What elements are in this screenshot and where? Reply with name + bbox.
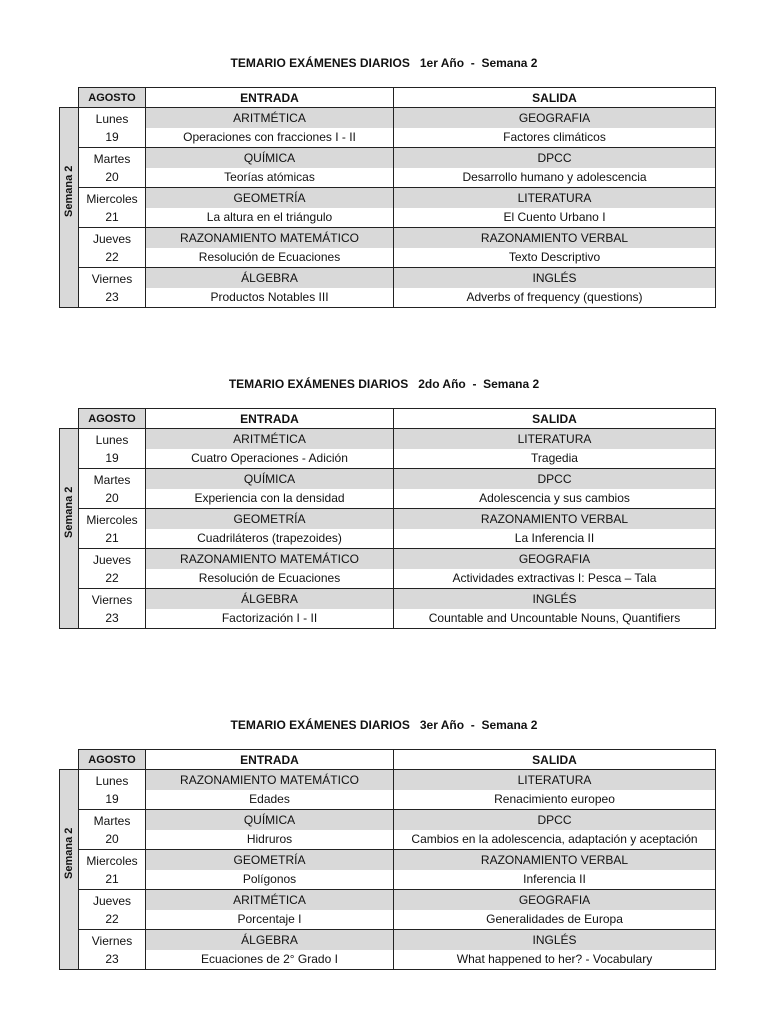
day-date: 21 [105,871,119,886]
entrada-subject: ÁLGEBRA [146,589,394,609]
entrada-topic: Cuadriláteros (trapezoides) [146,529,394,549]
week-label: Semana 2 [63,486,75,538]
topic-row [60,910,716,930]
entrada-topic: Productos Notables III [146,288,394,308]
day-name: Jueves [92,552,132,567]
section-title [0,718,768,732]
title-week: Semana 2 [483,377,540,391]
subject-row [60,469,716,489]
topic-row [60,489,716,509]
day-cell [79,108,146,148]
title-year: 1er Año [419,56,465,70]
salida-subject: DPCC [394,810,716,830]
entrada-subject: ÁLGEBRA [146,268,394,288]
entrada-subject: QUÍMICA [146,810,394,830]
section-title [0,56,768,70]
salida-subject: GEOGRAFIA [394,108,716,128]
day-cell [79,890,146,930]
subject-row [60,268,716,288]
day-name: Martes [93,813,131,828]
title-week: Semana 2 [481,56,538,70]
salida-subject: GEOGRAFIA [394,549,716,569]
topic-row [60,529,716,549]
subject-row [60,108,716,128]
salida-topic: Adolescencia y sus cambios [394,489,716,509]
day-date: 22 [105,570,119,585]
day-cell [79,509,146,549]
day-date: 23 [105,610,119,625]
week-label-cell [60,429,79,629]
subject-row [60,770,716,790]
entrada-topic: Teorías atómicas [146,168,394,188]
salida-subject: GEOGRAFIA [394,890,716,910]
day-name: Jueves [92,893,132,908]
salida-topic: El Cuento Urbano I [394,208,716,228]
header-row [60,409,716,429]
topic-row [60,609,716,629]
title-separator: - [472,377,477,391]
day-cell [79,429,146,469]
salida-header: SALIDA [394,409,716,429]
day-cell [79,469,146,509]
topic-row [60,449,716,469]
entrada-subject: ARITMÉTICA [146,429,394,449]
subject-row [60,810,716,830]
week-label-cell [60,108,79,308]
title-main: TEMARIO EXÁMENES DIARIOS [228,377,409,391]
week-label: Semana 2 [63,165,75,217]
entrada-subject: RAZONAMIENTO MATEMÁTICO [146,770,394,790]
day-name: Martes [93,472,131,487]
day-date: 22 [105,911,119,926]
week-label-cell [60,770,79,970]
day-name: Lunes [95,432,129,447]
subject-row [60,850,716,870]
topic-row [60,128,716,148]
day-date: 20 [105,831,119,846]
salida-subject: LITERATURA [394,770,716,790]
title-week: Semana 2 [481,718,538,732]
salida-topic: Adverbs of frequency (questions) [394,288,716,308]
corner-blank [60,88,79,108]
day-cell [79,930,146,970]
week-label: Semana 2 [63,827,75,879]
salida-header: SALIDA [394,88,716,108]
entrada-topic: La altura en el triángulo [146,208,394,228]
subject-row [60,429,716,449]
salida-header: SALIDA [394,750,716,770]
entrada-topic: Polígonos [146,870,394,890]
corner-blank [60,409,79,429]
subject-row [60,589,716,609]
salida-topic: Cambios en la adolescencia, adaptación y aceptación [394,830,716,850]
day-date: 19 [105,791,119,806]
section-title [0,377,768,391]
subject-row [60,148,716,168]
salida-subject: INGLÉS [394,268,716,288]
entrada-subject: GEOMETRÍA [146,509,394,529]
salida-topic: Factores climáticos [394,128,716,148]
topic-row [60,569,716,589]
salida-subject: DPCC [394,469,716,489]
title-separator: - [470,56,475,70]
day-cell [79,148,146,188]
entrada-header: ENTRADA [146,88,394,108]
entrada-subject: GEOMETRÍA [146,850,394,870]
topic-row [60,168,716,188]
day-name: Lunes [95,773,129,788]
subject-row [60,549,716,569]
salida-subject: INGLÉS [394,930,716,950]
topic-row [60,790,716,810]
salida-topic: Generalidades de Europa [394,910,716,930]
day-date: 21 [105,530,119,545]
day-cell [79,770,146,810]
day-cell [79,810,146,850]
day-cell [79,228,146,268]
day-cell [79,589,146,629]
entrada-subject: QUÍMICA [146,469,394,489]
entrada-topic: Resolución de Ecuaciones [146,569,394,589]
entrada-topic: Ecuaciones de 2° Grado I [146,950,394,970]
schedule-table [59,408,716,629]
day-name: Viernes [91,933,133,948]
month-header: AGOSTO [79,88,146,108]
salida-subject: LITERATURA [394,429,716,449]
day-date: 21 [105,209,119,224]
salida-topic: Renacimiento europeo [394,790,716,810]
month-header: AGOSTO [79,409,146,429]
day-name: Miercoles [86,853,138,868]
title-main: TEMARIO EXÁMENES DIARIOS [230,56,410,70]
salida-topic: Inferencia II [394,870,716,890]
schedule-table [59,749,716,970]
header-row [60,88,716,108]
entrada-subject: ARITMÉTICA [146,890,394,910]
salida-subject: RAZONAMIENTO VERBAL [394,228,716,248]
entrada-topic: Cuatro Operaciones - Adición [146,449,394,469]
salida-subject: INGLÉS [394,589,716,609]
day-name: Miercoles [86,191,138,206]
salida-topic: Actividades extractivas I: Pesca – Tala [394,569,716,589]
salida-subject: RAZONAMIENTO VERBAL [394,509,716,529]
topic-row [60,950,716,970]
salida-topic: Texto Descriptivo [394,248,716,268]
day-cell [79,268,146,308]
topic-row [60,208,716,228]
day-date: 22 [105,249,119,264]
subject-row [60,188,716,208]
entrada-topic: Edades [146,790,394,810]
entrada-topic: Hidruros [146,830,394,850]
salida-subject: RAZONAMIENTO VERBAL [394,850,716,870]
day-name: Jueves [92,231,132,246]
entrada-topic: Factorización I - II [146,609,394,629]
entrada-header: ENTRADA [146,409,394,429]
title-separator: - [470,718,475,732]
subject-row [60,930,716,950]
entrada-subject: ÁLGEBRA [146,930,394,950]
salida-topic: La Inferencia II [394,529,716,549]
day-date: 23 [105,951,119,966]
salida-topic: What happened to her? - Vocabulary [394,950,716,970]
entrada-subject: GEOMETRÍA [146,188,394,208]
day-name: Miercoles [86,512,138,527]
entrada-subject: RAZONAMIENTO MATEMÁTICO [146,549,394,569]
entrada-subject: QUÍMICA [146,148,394,168]
entrada-subject: ARITMÉTICA [146,108,394,128]
entrada-topic: Porcentaje I [146,910,394,930]
topic-row [60,288,716,308]
entrada-topic: Resolución de Ecuaciones [146,248,394,268]
day-name: Viernes [91,271,133,286]
day-name: Martes [93,151,131,166]
entrada-topic: Operaciones con fracciones I - II [146,128,394,148]
day-date: 20 [105,169,119,184]
salida-subject: DPCC [394,148,716,168]
day-date: 19 [105,129,119,144]
salida-topic: Tragedia [394,449,716,469]
day-date: 23 [105,289,119,304]
salida-topic: Desarrollo humano y adolescencia [394,168,716,188]
day-name: Viernes [91,592,133,607]
entrada-subject: RAZONAMIENTO MATEMÁTICO [146,228,394,248]
day-name: Lunes [95,111,129,126]
entrada-header: ENTRADA [146,750,394,770]
day-cell [79,188,146,228]
day-date: 20 [105,490,119,505]
title-year: 2do Año [418,377,466,391]
title-year: 3er Año [419,718,465,732]
topic-row [60,830,716,850]
schedule-table [59,87,716,308]
entrada-topic: Experiencia con la densidad [146,489,394,509]
subject-row [60,228,716,248]
day-cell [79,850,146,890]
topic-row [60,870,716,890]
title-main: TEMARIO EXÁMENES DIARIOS [230,718,410,732]
day-date: 19 [105,450,119,465]
header-row [60,750,716,770]
corner-blank [60,750,79,770]
salida-subject: LITERATURA [394,188,716,208]
subject-row [60,890,716,910]
topic-row [60,248,716,268]
day-cell [79,549,146,589]
month-header: AGOSTO [79,750,146,770]
salida-topic: Countable and Uncountable Nouns, Quantifiers [394,609,716,629]
subject-row [60,509,716,529]
